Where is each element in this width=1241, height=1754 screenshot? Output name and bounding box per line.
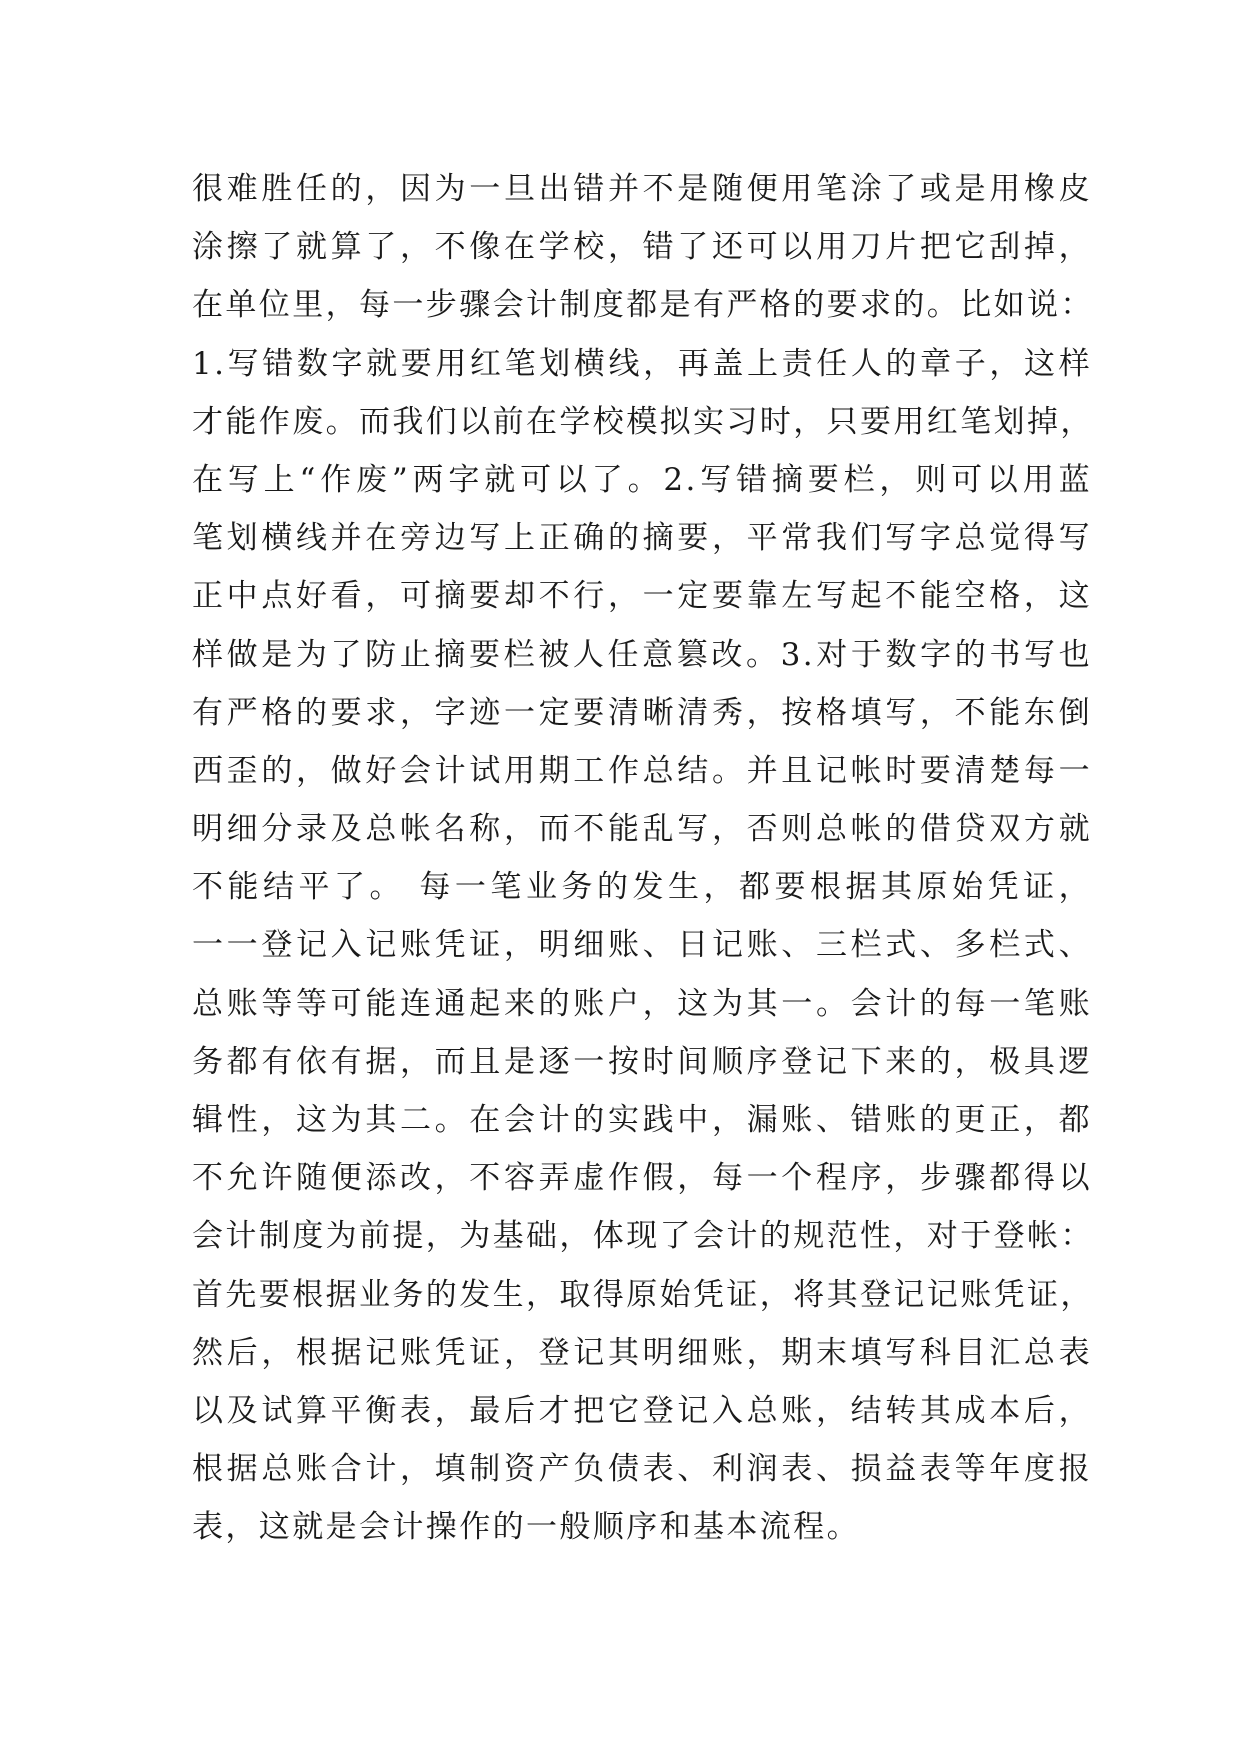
text-line: 根据总账合计，填制资产负债表、利润表、损益表等年度报 <box>192 1451 1092 1488</box>
text-line: 1.写错数字就要用红笔划横线，再盖上责任人的章子，这样 <box>192 345 1092 382</box>
text-line: 涂擦了就算了，不像在学校，错了还可以用刀片把它刮掉， <box>192 229 1092 266</box>
text-line: 不能结平了。 每一笔业务的发生，都要根据其原始凭证， <box>192 869 1092 906</box>
body-paragraph <box>192 160 1092 1557</box>
text-line: 明细分录及总帐名称，而不能乱写，否则总帐的借贷双方就 <box>192 811 1092 848</box>
text-line: 辑性，这为其二。在会计的实践中，漏账、错账的更正，都 <box>192 1102 1092 1138</box>
text-line: 会计制度为前提，为基础，体现了会计的规范性，对于登帐： <box>192 1218 1094 1255</box>
text-line: 样做是为了防止摘要栏被人任意篡改。3.对于数字的书写也 <box>192 636 1092 673</box>
text-line: 务都有依有据，而且是逐一按时间顺序登记下来的，极具逻 <box>192 1043 1092 1080</box>
text-line: 有严格的要求，字迹一定要清晰清秀，按格填写，不能东倒 <box>192 694 1092 731</box>
text-line: 首先要根据业务的发生，取得原始凭证，将其登记记账凭证， <box>192 1276 1094 1313</box>
text-line: 然后，根据记账凭证，登记其明细账，期末填写科目汇总表 <box>192 1334 1092 1371</box>
text-line: 一一登记入记账凭证，明细账、日记账、三栏式、多栏式、 <box>192 927 1092 964</box>
text-line: 表，这就是会计操作的一般顺序和基本流程。 <box>192 1509 860 1546</box>
text-line: 才能作废。而我们以前在学校模拟实习时，只要用红笔划掉， <box>192 403 1094 440</box>
text-line: 总账等等可能连通起来的账户，这为其一。会计的每一笔账 <box>192 985 1092 1022</box>
text-line: 很难胜任的，因为一旦出错并不是随便用笔涂了或是用橡皮 <box>192 171 1092 207</box>
text-line: 在单位里，每一步骤会计制度都是有严格的要求的。比如说： <box>192 287 1094 324</box>
text-line: 以及试算平衡表，最后才把它登记入总账，结转其成本后， <box>192 1392 1092 1429</box>
text-line: 在写上“作废”两字就可以了。2.写错摘要栏，则可以用蓝 <box>192 461 1092 498</box>
text-line: 西歪的，做好会计试用期工作总结。并且记帐时要清楚每一 <box>192 752 1092 789</box>
text-line: 正中点好看，可摘要却不行，一定要靠左写起不能空格，这 <box>192 578 1092 615</box>
text-line: 笔划横线并在旁边写上正确的摘要，平常我们写字总觉得写 <box>192 520 1092 557</box>
text-line: 不允许随便添改，不容弄虚作假，每一个程序，步骤都得以 <box>192 1160 1092 1197</box>
